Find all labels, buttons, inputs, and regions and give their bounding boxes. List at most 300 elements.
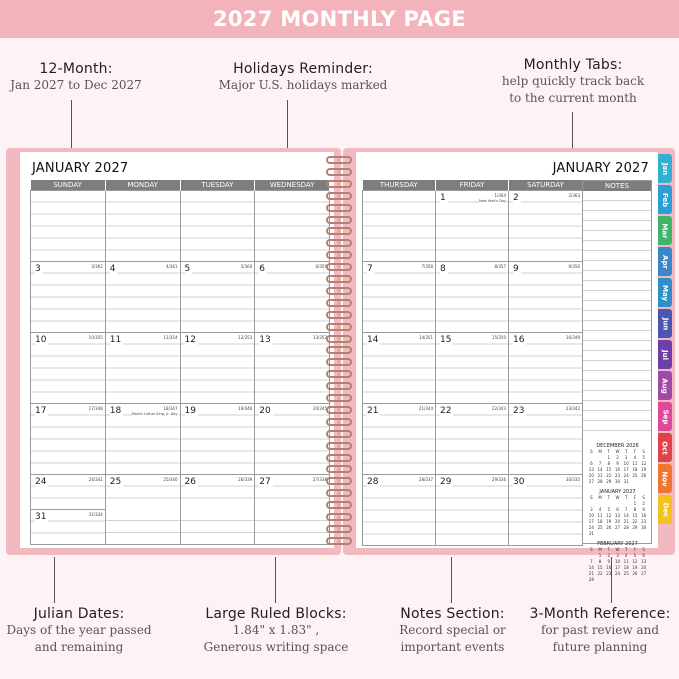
- julian-date: 24/341: [88, 476, 103, 482]
- mini-day: 21: [597, 473, 603, 478]
- weekday-header: THURSDAY: [363, 180, 436, 190]
- month-tab-label: Dec: [661, 502, 669, 517]
- callout-sub: future planning: [552, 640, 648, 654]
- mini-day: 3: [590, 507, 593, 512]
- callout-pointer: [287, 100, 288, 148]
- julian-date: 9/356: [568, 263, 580, 269]
- day-number: 2: [513, 192, 519, 203]
- callout-3-month-reference: [524, 606, 676, 656]
- mini-day: F: [633, 495, 637, 500]
- callout-pointer: [572, 112, 573, 148]
- day-cell: [180, 261, 255, 332]
- callout-pointer: [71, 100, 72, 148]
- mini-day: 19: [641, 467, 647, 472]
- mini-day: [622, 577, 631, 583]
- spiral-ring: [326, 513, 352, 521]
- day-cell: [105, 261, 180, 332]
- spiral-ring: [326, 168, 352, 176]
- mini-day: 7: [624, 507, 628, 512]
- spiral-ring: [326, 454, 352, 462]
- mini-day: 6: [616, 507, 619, 512]
- mini-calendar-grid: [587, 547, 648, 583]
- callout-title: Holidays Reminder:: [233, 61, 373, 77]
- mini-day: W: [615, 547, 620, 552]
- mini-day: S: [642, 449, 645, 454]
- week-row: [363, 474, 583, 545]
- day-cell: [31, 403, 106, 474]
- month-tab-label: Jun: [660, 317, 669, 330]
- callout-title: 12-Month:: [39, 61, 113, 77]
- mini-day: 1: [633, 501, 637, 506]
- mini-day: 9: [642, 507, 645, 512]
- callout-ruled-blocks: [186, 606, 366, 656]
- mini-day: 24: [614, 571, 621, 576]
- month-tab-label: Aug: [661, 377, 670, 394]
- day-number: 3: [35, 263, 41, 274]
- mini-day: 24: [623, 473, 629, 478]
- mini-day: 20: [641, 565, 647, 570]
- day-number: 22: [440, 405, 452, 416]
- mini-day: 26: [632, 571, 638, 576]
- spiral-ring: [326, 489, 352, 497]
- mini-day: 29: [606, 479, 612, 484]
- spiral-ring: [326, 192, 352, 200]
- week-row: [31, 332, 330, 403]
- spiral-ring: [326, 239, 352, 247]
- day-cell: [255, 403, 330, 474]
- callout-sub: Major U.S. holidays marked: [218, 78, 388, 92]
- mini-day: 15: [632, 513, 638, 518]
- callout-title: Notes Section:: [400, 606, 505, 622]
- mini-day: M: [598, 449, 602, 454]
- callout-sub: Days of the year passed: [6, 623, 152, 637]
- mini-day: 11: [623, 559, 629, 564]
- mini-day: 19: [606, 519, 612, 524]
- callout-holidays: [208, 61, 398, 94]
- julian-date: 31/334: [88, 511, 103, 517]
- weekday-header: SUNDAY: [31, 180, 106, 190]
- day-cell: [509, 190, 583, 261]
- julian-date: 30/335: [565, 476, 580, 482]
- mini-day: [622, 531, 631, 537]
- spiral-ring: [326, 216, 352, 224]
- julian-date: 18/347: [163, 405, 178, 411]
- left-page: [20, 152, 334, 548]
- mini-day: 11: [597, 513, 603, 518]
- spiral-ring: [326, 465, 352, 473]
- day-number: 16: [513, 334, 525, 345]
- callout-sub: important events: [400, 640, 505, 654]
- notes-lines: [583, 191, 651, 439]
- mini-day: S: [590, 449, 593, 454]
- day-number: 7: [367, 263, 373, 274]
- mini-day: 21: [623, 519, 629, 524]
- weekday-header: SATURDAY: [509, 180, 583, 190]
- julian-date: 2/363: [568, 192, 580, 198]
- month-tab-jun[interactable]: [658, 309, 672, 338]
- month-tab-sep[interactable]: [658, 402, 672, 431]
- julian-date: 5/360: [240, 263, 253, 269]
- mini-day: 16: [641, 513, 647, 518]
- mini-day: S: [642, 495, 645, 500]
- julian-date: 11/354: [163, 334, 178, 340]
- callout-title: Julian Dates:: [33, 606, 125, 622]
- day-cell: [255, 190, 330, 261]
- julian-date: 13/352: [312, 334, 327, 340]
- mini-day: 6: [590, 461, 593, 466]
- day-cell: [436, 403, 509, 474]
- mini-day: 25: [632, 473, 638, 478]
- spiral-ring: [326, 394, 352, 402]
- callout-julian-dates: [0, 606, 158, 656]
- day-cell: [180, 403, 255, 474]
- julian-date: 8/357: [494, 263, 506, 269]
- mini-day: S: [590, 495, 593, 500]
- day-number: 24: [35, 476, 47, 487]
- callout-title: 3-Month Reference:: [529, 606, 671, 622]
- mini-day: 22: [597, 571, 603, 576]
- mini-day: [639, 531, 648, 537]
- day-number: 10: [35, 334, 47, 345]
- day-cell: [180, 190, 255, 261]
- mini-day: 21: [588, 571, 594, 576]
- mini-day: T: [607, 495, 610, 500]
- spiral-ring: [326, 323, 352, 331]
- mini-day: 28: [623, 525, 629, 530]
- mini-day: 9: [616, 461, 619, 466]
- spiral-ring: [326, 370, 352, 378]
- spiral-ring: [326, 537, 352, 545]
- day-cell: [31, 332, 106, 403]
- mini-day: 11: [632, 461, 638, 466]
- callout-sub: help quickly track back: [501, 74, 645, 88]
- mini-day: 27: [588, 479, 594, 484]
- month-tab-label: Sep: [661, 409, 669, 424]
- day-number: 1: [440, 192, 446, 203]
- mini-day: 3: [624, 455, 628, 460]
- spiral-ring: [326, 430, 352, 438]
- day-number: 15: [440, 334, 452, 345]
- day-cell: [363, 403, 436, 474]
- day-number: 14: [367, 334, 379, 345]
- mini-day: 2: [642, 501, 645, 506]
- mini-calendar-title: FEBRUARY 2027: [597, 541, 638, 547]
- mini-day: 18: [597, 519, 603, 524]
- holiday-label: New Year's Day: [479, 198, 506, 203]
- spiral-ring: [326, 263, 352, 271]
- week-row: [31, 261, 330, 332]
- julian-date: 3/362: [91, 263, 103, 269]
- mini-day: 25: [597, 525, 603, 530]
- mini-day: 3: [616, 553, 619, 558]
- month-tab-feb[interactable]: [658, 185, 672, 214]
- mini-day: T: [624, 449, 628, 454]
- mini-day: 15: [597, 565, 603, 570]
- julian-date: 28/337: [418, 476, 433, 482]
- week-row: [363, 403, 583, 474]
- day-cell: [436, 474, 509, 545]
- month-tab-jan[interactable]: [658, 154, 672, 183]
- callout-title: Large Ruled Blocks:: [205, 606, 347, 622]
- spiral-ring: [326, 275, 352, 283]
- day-cell: [180, 509, 255, 544]
- mini-day: 7: [590, 559, 593, 564]
- day-number: 12: [184, 334, 196, 345]
- calendar-grid-right: [362, 180, 583, 546]
- spiral-ring: [326, 418, 352, 426]
- day-number: 21: [367, 405, 379, 416]
- callout-sub: Record special or: [399, 623, 506, 637]
- julian-date: 20/345: [312, 405, 327, 411]
- day-cell: [255, 474, 330, 509]
- mini-day: [631, 531, 640, 537]
- mini-day: 1: [607, 455, 611, 460]
- julian-date: 6/359: [315, 263, 327, 269]
- day-number: 8: [440, 263, 446, 274]
- mini-day: [596, 531, 605, 537]
- mini-day: 14: [623, 513, 629, 518]
- mini-day: 6: [642, 553, 645, 558]
- mini-day: 15: [606, 467, 612, 472]
- mini-day: 4: [624, 553, 628, 558]
- month-tab-mar[interactable]: [658, 216, 672, 245]
- mini-day: 5: [633, 553, 637, 558]
- mini-calendar-grid: [587, 495, 648, 537]
- mini-day: 4: [633, 455, 637, 460]
- mini-day: 4: [598, 507, 602, 512]
- mini-day: 8: [633, 507, 637, 512]
- spiral-ring: [326, 442, 352, 450]
- julian-date: 17/348: [88, 405, 103, 411]
- mini-day: 12: [641, 461, 647, 466]
- day-number: 26: [184, 476, 196, 487]
- day-cell: [436, 190, 509, 261]
- day-cell: [255, 261, 330, 332]
- mini-calendar: [583, 439, 651, 485]
- month-tab-aug[interactable]: [658, 371, 672, 400]
- callout-sub: Generous writing space: [203, 640, 349, 654]
- julian-date: 10/355: [88, 334, 103, 340]
- mini-day: M: [598, 547, 602, 552]
- julian-date: 21/344: [418, 405, 433, 411]
- day-number: 5: [184, 263, 191, 274]
- day-cell: [255, 332, 330, 403]
- callout-notes-section: [385, 606, 520, 656]
- mini-day: M: [598, 495, 602, 500]
- month-tab-apr[interactable]: [658, 247, 672, 276]
- mini-day: 13: [641, 559, 647, 564]
- mini-day: 1: [598, 553, 602, 558]
- month-tab-label: Nov: [661, 470, 670, 487]
- mini-day: 23: [614, 473, 621, 478]
- mini-day: 12: [632, 559, 638, 564]
- mini-day: 2: [616, 455, 619, 460]
- spiral-binding: [322, 154, 356, 546]
- mini-day: 2: [607, 553, 611, 558]
- spiral-ring: [326, 358, 352, 366]
- mini-day: 17: [614, 565, 621, 570]
- mini-day: [613, 577, 622, 583]
- week-row: [31, 509, 330, 544]
- month-tab-label: Apr: [660, 254, 669, 269]
- spiral-ring: [326, 525, 352, 533]
- spiral-ring: [326, 501, 352, 509]
- julian-date: 22/343: [491, 405, 506, 411]
- week-row: [363, 332, 583, 403]
- callout-sub: to the current month: [509, 91, 637, 105]
- notes-header: NOTES: [583, 181, 651, 191]
- mini-day: 26: [606, 525, 612, 530]
- mini-day: 12: [606, 513, 612, 518]
- month-tab-jul[interactable]: [658, 340, 672, 369]
- day-cell: [31, 509, 106, 544]
- julian-date: 19/346: [238, 405, 253, 411]
- month-tab-may[interactable]: [658, 278, 672, 307]
- mini-calendar: [583, 537, 651, 583]
- week-row: [363, 190, 583, 261]
- day-cell: [509, 403, 583, 474]
- month-tab-nov[interactable]: [658, 464, 672, 493]
- day-number: 18: [109, 405, 122, 416]
- notes-section: [582, 180, 652, 582]
- day-number: 17: [35, 405, 47, 416]
- mini-day: 30: [614, 479, 621, 484]
- mini-day: [639, 577, 648, 583]
- mini-day: 23: [606, 571, 612, 576]
- mini-day: 27: [641, 571, 647, 576]
- holiday-label: Martin Luther King, Jr. Day: [131, 411, 178, 416]
- callout-sub: Jan 2027 to Dec 2027: [10, 78, 142, 92]
- month-tab-label: May: [661, 284, 670, 301]
- day-number: 30: [513, 476, 525, 487]
- mini-day: 22: [606, 473, 612, 478]
- mini-day: 17: [588, 519, 594, 524]
- mini-calendar-grid: [587, 449, 648, 485]
- weekday-header: TUESDAY: [180, 180, 255, 190]
- mini-day: T: [624, 547, 628, 552]
- mini-day: F: [633, 449, 637, 454]
- mini-day: S: [590, 547, 593, 552]
- day-cell: [105, 474, 180, 509]
- spiral-ring: [326, 335, 352, 343]
- mini-day: T: [624, 495, 628, 500]
- julian-date: 26/339: [238, 476, 253, 482]
- day-cell: [105, 509, 180, 544]
- callout-pointer: [451, 557, 452, 603]
- mini-day: 5: [607, 507, 611, 512]
- page-banner: 2027 MONTHLY PAGE: [0, 0, 679, 38]
- spiral-ring: [326, 311, 352, 319]
- mini-day: T: [607, 449, 610, 454]
- julian-date: 29/336: [491, 476, 506, 482]
- mini-day: 10: [614, 559, 621, 564]
- day-cell: [180, 332, 255, 403]
- week-row: [31, 190, 330, 261]
- mini-day: 18: [623, 565, 629, 570]
- mini-day: 26: [641, 473, 647, 478]
- mini-day: 28: [588, 577, 594, 582]
- month-tab-dec[interactable]: [658, 495, 672, 524]
- mini-day: 16: [614, 467, 621, 472]
- mini-day: 28: [597, 479, 603, 484]
- weekday-header: FRIDAY: [436, 180, 509, 190]
- spiral-ring: [326, 287, 352, 295]
- callout-title: Monthly Tabs:: [523, 57, 623, 73]
- mini-day: [604, 531, 613, 537]
- mini-day: 8: [607, 461, 611, 466]
- mini-day: W: [615, 449, 620, 454]
- mini-day: 13: [588, 467, 594, 472]
- day-number: 28: [367, 476, 379, 487]
- month-tab-label: Mar: [661, 222, 669, 239]
- spiral-ring: [326, 156, 352, 164]
- mini-calendar: [583, 485, 651, 537]
- mini-calendar-title: DECEMBER 2026: [596, 443, 639, 449]
- mini-day: 9: [607, 559, 611, 564]
- month-tab-label: Jul: [661, 349, 669, 360]
- mini-day: 20: [588, 473, 594, 478]
- julian-date: 7/358: [421, 263, 433, 269]
- day-cell: [105, 332, 180, 403]
- month-title: JANUARY 2027: [552, 161, 649, 176]
- julian-date: 1/364: [494, 192, 506, 198]
- day-cell: [509, 474, 583, 545]
- mini-day: W: [615, 495, 620, 500]
- month-tab-oct[interactable]: [658, 433, 672, 462]
- julian-date: 4/361: [165, 263, 178, 269]
- month-tab-label: Feb: [661, 192, 670, 207]
- callout-sub: 1.84" x 1.83" ,: [232, 623, 320, 637]
- spiral-ring: [326, 382, 352, 390]
- callout-sub: for past review and: [540, 623, 660, 637]
- mini-day: 17: [623, 467, 629, 472]
- mini-day: 29: [632, 525, 638, 530]
- day-number: 19: [184, 405, 196, 416]
- day-number: 11: [109, 334, 122, 345]
- mini-day: 5: [642, 455, 645, 460]
- mini-day: 13: [614, 513, 621, 518]
- mini-day: 10: [623, 461, 629, 466]
- spiral-ring: [326, 477, 352, 485]
- mini-day: [613, 531, 622, 537]
- spiral-ring: [326, 251, 352, 259]
- day-cell: [509, 261, 583, 332]
- day-number: 13: [259, 334, 271, 345]
- day-cell: [105, 403, 180, 474]
- week-row: [363, 261, 583, 332]
- month-title: JANUARY 2027: [32, 161, 129, 176]
- day-cell: [363, 474, 436, 545]
- mini-day: 7: [598, 461, 602, 466]
- month-tabs: [658, 154, 672, 526]
- day-number: 27: [259, 476, 271, 487]
- callout-pointer: [275, 557, 276, 603]
- julian-date: 16/349: [565, 334, 580, 340]
- spiral-ring: [326, 204, 352, 212]
- mini-day: 19: [632, 565, 638, 570]
- mini-day: 8: [598, 559, 602, 564]
- julian-date: 15/350: [491, 334, 506, 340]
- mini-day: 23: [641, 519, 647, 524]
- mini-day: 20: [614, 519, 621, 524]
- day-cell: [105, 190, 180, 261]
- callout-sub: and remaining: [34, 640, 124, 654]
- day-cell: [31, 261, 106, 332]
- spiral-ring: [326, 299, 352, 307]
- day-number: 4: [109, 263, 116, 274]
- julian-date: 27/338: [312, 476, 327, 482]
- day-number: 9: [513, 263, 519, 274]
